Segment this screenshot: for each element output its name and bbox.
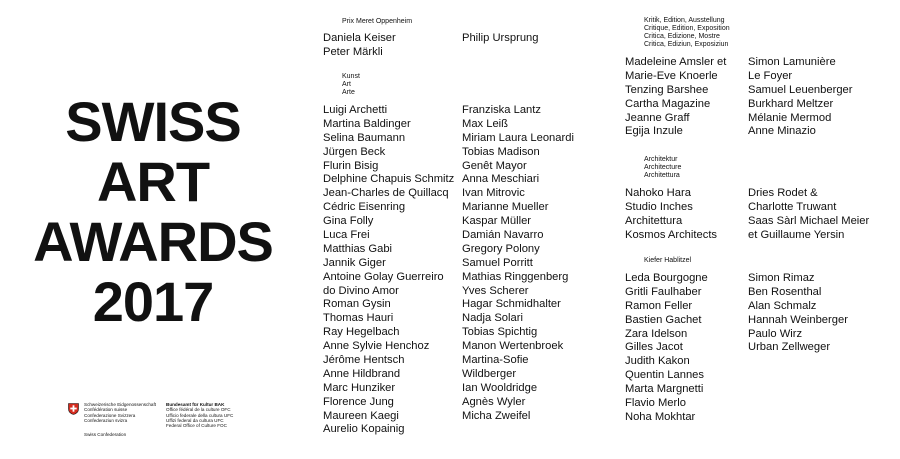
list-item: Confederazione Svizzera [84,412,136,418]
prix-meret-oppenheim-header: Prix Meret Oppenheim [342,18,413,25]
list-item: Luca Frei [323,229,370,242]
title-line: AWARDS [33,210,273,273]
list-item: Kritik, Edition, Ausstellung [644,17,725,24]
award-title [0,92,306,332]
list-item: Architecture [644,164,682,171]
list-item: Gritli Faulhaber [625,285,702,298]
list-item: Thomas Hauri [323,312,394,325]
list-item: Micha Zweifel [462,409,531,422]
kiefer-list-1 [625,272,708,425]
list-item: Federal Office of Culture FOC [166,423,227,429]
list-item: Madeleine Amsler et [625,56,727,68]
list-item: do Divino Amor [323,284,399,297]
list-item: et Guillaume Yersin [748,228,845,241]
list-item: Flurin Bisig [323,159,379,172]
list-item: Architettura [625,214,683,227]
list-item: Jürgen Beck [323,145,386,158]
kritik-header [644,17,730,49]
list-item: Jeanne Graff [625,111,690,124]
list-item: Ivan Mitrovic [462,187,525,200]
kiefer-hablitzel-header: Kiefer Hablitzel [644,257,692,264]
list-item: Peter Märkli [323,45,383,58]
kritik-list-1 [625,56,726,139]
list-item: Flavio Merlo [625,397,686,410]
list-item: Martina-Sofie [462,354,529,367]
list-item: Saas Sàrl Michael Meier [748,214,870,227]
list-item: Tobias Madison [462,145,540,158]
list-item: Wildberger [462,367,517,380]
confederation-en: Swiss Confederation [84,432,127,437]
list-item: Daniela Keiser [323,32,396,44]
list-item: Florence Jung [323,395,394,408]
list-item: Luigi Archetti [323,104,388,116]
title-line: SWISS [65,90,241,153]
prix-meret-oppenheim-list-1 [323,32,396,60]
list-item: Max Leiß [462,117,509,130]
list-item: Charlotte Truwant [748,200,837,213]
list-item: Jérôme Hentsch [323,354,405,367]
list-item: Matthias Gabi [323,242,393,255]
list-item: Critique, Edition, Exposition [644,25,730,32]
list-item: Arte [342,89,355,96]
list-item: Paulo Wirz [748,327,803,340]
list-item: Gilles Jacot [625,341,683,354]
list-item: Quentin Lannes [625,369,704,382]
list-item: Hagar Schmidhalter [462,298,561,311]
list-item: Yves Scherer [462,284,529,297]
list-item: Confédération suisse [84,407,128,413]
list-item: Anne Minazio [748,125,816,138]
confederation-name [84,402,156,423]
federal-office-of-culture [166,402,233,428]
list-item: Simon Rimaz [748,272,815,284]
list-item: Gina Folly [323,215,374,228]
list-item: Roman Gysin [323,298,391,311]
architektur-list-2 [748,187,869,243]
title-line: 2017 [92,270,214,333]
list-item: Ian Wooldridge [462,381,538,394]
list-item: Marc Hunziker [323,381,396,394]
list-item: Urban Zellweger [748,341,831,354]
list-item: Bundesamt für Kultur BAK [166,402,225,407]
list-item: Jean-Charles de Quillacq [323,187,449,200]
list-item: Genêt Mayor [462,159,527,172]
list-item: Anna Meschiari [462,173,540,186]
kunst-list-1 [323,104,454,437]
list-item: Schweizerische Eidgenossenschaft [84,402,157,407]
list-item: Ray Hegelbach [323,326,400,339]
list-item: Agnès Wyler [462,395,526,408]
list-item: Philip Ursprung [462,32,539,44]
list-item: Gregory Polony [462,242,540,255]
kunst-header [342,73,360,97]
list-item: Tobias Spichtig [462,326,538,339]
list-item: Simon Lamunière [748,56,836,68]
list-item: Anne Hildbrand [323,367,401,380]
list-item: Damián Navarro [462,229,544,242]
list-item: Martina Baldinger [323,117,411,130]
list-item: Ufficio federale della cultura UFC [166,412,234,418]
list-item: Le Foyer [748,69,793,82]
list-item: Antoine Golay Guerreiro [323,270,444,283]
list-item: Marta Margnetti [625,383,704,396]
list-item: Samuel Porritt [462,256,533,269]
list-item: Aurelio Kopainig [323,423,405,436]
list-item: Bastien Gachet [625,313,702,326]
list-item: Judith Kakon [625,355,690,368]
list-item: Tenzing Barshee [625,83,709,96]
list-item: Dries Rodet & [748,187,818,199]
list-item: Architektur [644,156,678,163]
list-item: Marie-Eve Knoerle [625,69,718,82]
list-item: Mélanie Mermod [748,111,832,124]
list-item: Leda Bourgogne [625,272,708,284]
list-item: Critica, Ediziun, Exposiziun [644,41,729,48]
list-item: Hannah Weinberger [748,313,848,326]
swiss-cross-crest-icon [68,403,79,415]
list-item: Manon Wertenbroek [462,340,564,353]
title-line: ART [96,150,210,213]
list-item: Cartha Magazine [625,97,711,110]
list-item: Nadja Solari [462,312,523,325]
list-item: Zara Idelson [625,327,688,340]
list-item: Ramon Feller [625,299,693,312]
list-item: Uffizi federal da cultura UFC [166,417,224,423]
list-item: Confederaziun svizra [84,417,128,423]
architektur-list-1 [625,187,717,243]
list-item: Anne Sylvie Henchoz [323,340,430,353]
kritik-list-2 [748,56,853,139]
list-item: Miriam Laura Leonardi [462,131,574,144]
list-item: Delphine Chapuis Schmitz [323,173,455,186]
list-item: Ben Rosenthal [748,285,822,298]
list-item: Maureen Kaegi [323,409,399,422]
list-item: Kaspar Müller [462,215,532,228]
list-item: Noha Mokhtar [625,410,696,423]
list-item: Egija Inzule [625,125,683,138]
list-item: Burkhard Meltzer [748,97,834,110]
kunst-list-2 [462,104,574,423]
list-item: Samuel Leuenberger [748,83,853,96]
list-item: Critica, Edizione, Mostre [644,33,720,40]
list-item: Mathias Ringgenberg [462,270,569,283]
list-item: Nahoko Hara [625,187,691,199]
list-item: Office fédéral de la culture OFC [166,407,231,413]
list-item: Jannik Giger [323,256,386,269]
list-item: Franziska Lantz [462,104,541,116]
list-item: Kunst [342,73,360,80]
list-item: Selina Baumann [323,131,406,144]
list-item: Kosmos Architects [625,228,718,241]
list-item: Cédric Eisenring [323,201,406,214]
list-item: Marianne Mueller [462,201,549,214]
list-item: Studio Inches [625,200,693,213]
kiefer-list-2 [748,272,848,355]
architektur-header [644,156,681,180]
prix-meret-oppenheim-list-2 [462,32,538,46]
list-item: Art [342,81,351,88]
list-item: Architettura [644,172,680,179]
list-item: Alan Schmalz [748,299,817,312]
